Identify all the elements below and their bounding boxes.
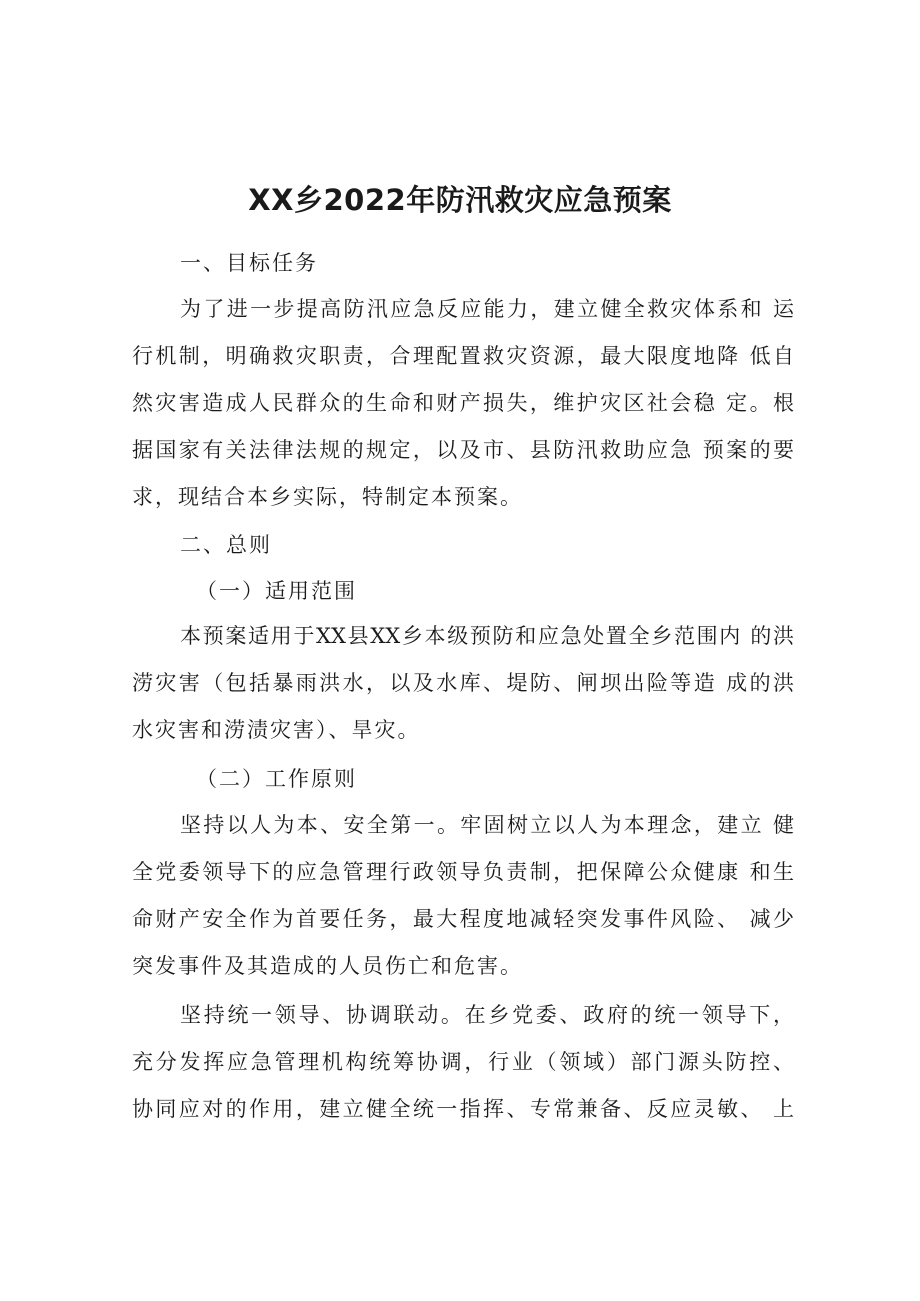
paragraph-line: 协同应对的作用，建立健全统一指挥、专常兼备、反应灵敏、 上 [132,1097,794,1121]
paragraph-principle-unified-leadership [132,992,794,1133]
paragraph-line: 然灾害造成人民群众的生命和财产损失，维护灾区社会稳 定。根 [132,391,794,415]
section-heading-goals: 一、目标任务 [180,251,318,275]
paragraph-line: 涝灾害（包括暴雨洪水，以及水库、堤防、闸坝出险等造 成的洪 [132,671,794,695]
paragraph-line: 全党委领导下的应急管理行政领导负责制，把保障公众健康 和生 [132,860,794,884]
paragraph-line: 为了进一步提高防汛应急反应能力，建立健全救灾体系和 运 [180,297,794,321]
paragraph-line: 坚持统一领导、协调联动。在乡党委、政府的统一领导下， [180,1003,794,1027]
paragraph-line: 据国家有关法律法规的规定，以及市、县防汛救助应急 预案的要 [132,438,794,462]
paragraph-line: 坚持以人为本、安全第一。牢固树立以人为本理念，建立 健 [180,813,794,837]
subsection-heading-scope: （一）适用范围 [196,579,357,603]
paragraph-goals [132,286,794,521]
paragraph-line: 行机制，明确救灾职责，合理配置救灾资源，最大限度地降 低自 [132,344,794,368]
paragraph-scope [132,613,794,754]
paragraph-line: 命财产安全作为首要任务，最大程度地减轻突发事件风险、 减少 [132,907,794,931]
paragraph-line: 水灾害和涝渍灾害）、旱灾。 [132,718,421,742]
section-heading-general: 二、总则 [180,533,272,557]
document-title: XX乡2022年防汛救灾应急预案 [248,183,672,217]
paragraph-line: 本预案适用于XX县XX乡本级预防和应急处置全乡范围内 的洪 [180,624,794,648]
paragraph-line: 突发事件及其造成的人员伤亡和危害。 [132,954,523,978]
paragraph-line: 求，现结合本乡实际，特制定本预案。 [132,485,523,509]
subsection-heading-principles: （二）工作原则 [196,767,357,791]
paragraph-principle-people-first [132,802,794,990]
paragraph-line: 充分发挥应急管理机构统筹协调，行业（领域）部门源头防控、 [132,1050,794,1074]
